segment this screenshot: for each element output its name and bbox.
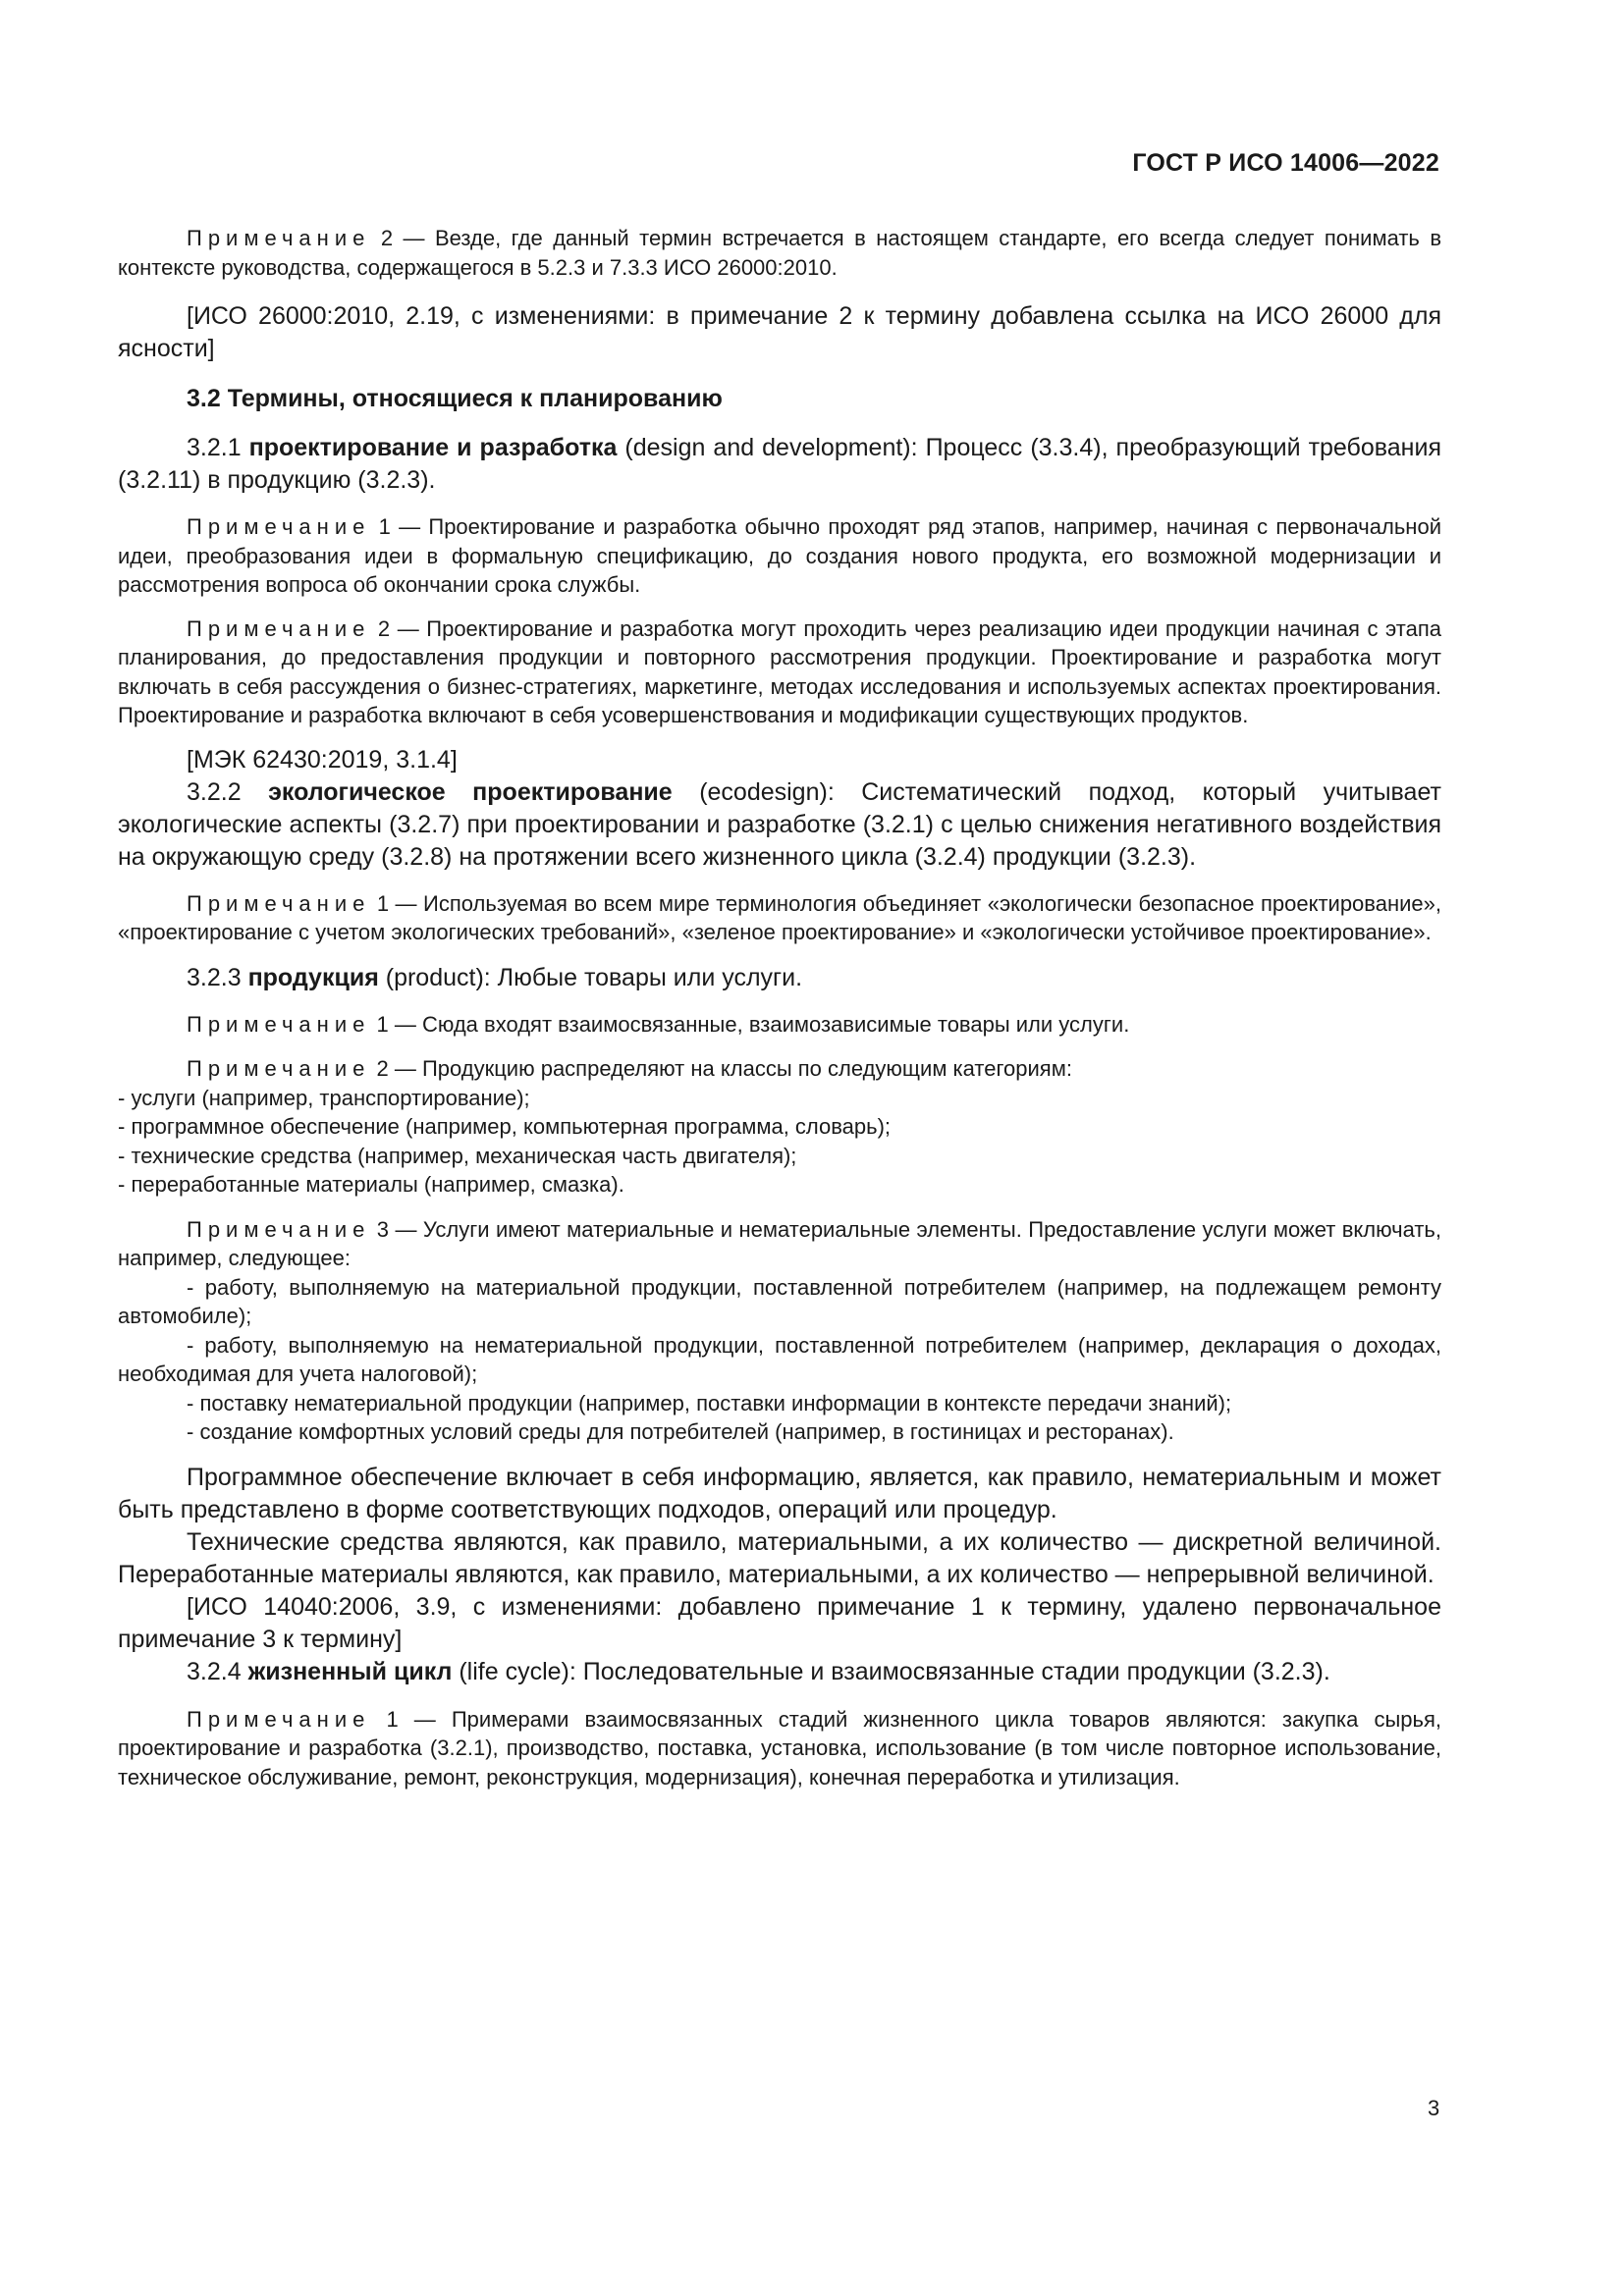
term-name: экологическое проектирование xyxy=(268,777,673,806)
list-item: - переработанные материалы (например, смазка). xyxy=(118,1172,624,1197)
source-reference: [МЭК 62430:2019, 3.1.4] xyxy=(187,745,458,774)
term-definition-text: (design and development): Процесс (3.3.4), преобразующий требования (3.2.11) в продукцию (3.2.3). xyxy=(118,434,1441,494)
note-number: 1 xyxy=(376,890,390,916)
note-label: Примечание xyxy=(187,514,371,539)
note-paragraph xyxy=(118,614,1441,730)
note-label: Примечание xyxy=(187,1216,371,1242)
note-number: 1 xyxy=(378,514,391,539)
note-label: Примечание xyxy=(187,1011,371,1037)
note-number: 1 xyxy=(386,1706,399,1732)
term-definition-3-2-4 xyxy=(118,1656,1441,1688)
note-label: Примечание xyxy=(187,226,371,250)
note-label: Примечание xyxy=(187,1056,371,1081)
note-number: 2 xyxy=(376,1056,389,1081)
note-text: — Проектирование и разработка могут проходить через реализацию идеи продукции начиная с этапа планирования, до предоставления продукции и повторного рассмотрения продукции. Проектирование и разработка могут включать в себя рассуждения о бизнес-стратегиях, маркетинге, методах исследования и используемых аспектах проектирования. Проектирование и разработка включают в себя усовершенствования и модификации существующих продуктов. xyxy=(118,615,1441,727)
term-name: продукция xyxy=(247,963,379,991)
service-examples-list xyxy=(118,1273,1441,1447)
note-number: 1 xyxy=(376,1011,389,1037)
term-number: 3.2.1 xyxy=(187,434,249,461)
source-reference: [ИСО 26000:2010, 2.19, с изменениями: в примечание 2 к термину добавлена ссылка на ИСО 26000 для ясности] xyxy=(118,302,1441,362)
note-paragraph xyxy=(118,1215,1441,1273)
list-item: - услуги (например, транспортирование); xyxy=(118,1085,530,1110)
standard-designation: ГОСТ Р ИСО 14006—2022 xyxy=(1132,149,1439,177)
note-text: — Сюда входят взаимосвязанные, взаимозависимые товары или услуги. xyxy=(388,1011,1130,1037)
note-text: — Примерами взаимосвязанных стадий жизненного цикла товаров являются: закупка сырья, проектирование и разработка (3.2.1), производство, поставка, установка, использование (в том числе повторное использование, техническое обслуживание, ремонт, реконструкция, модернизация), конечная переработка и утилизация. xyxy=(118,1706,1441,1789)
note-text: — Везде, где данный термин встречается в настоящем стандарте, его всегда следует понимать в контексте руководства, содержащегося в 5.2.3 и 7.3.3 ИСО 26000:2010. xyxy=(118,226,1442,280)
note-paragraph xyxy=(118,512,1441,600)
note-text: — Услуги имеют материальные и нематериальные элементы. Предоставление услуги может включать, например, следующее: xyxy=(118,1216,1441,1270)
term-definition-3-2-3 xyxy=(118,962,1441,994)
note-label: Примечание xyxy=(187,615,371,641)
note-paragraph xyxy=(118,1705,1441,1792)
note-number: 2 xyxy=(377,615,391,641)
body-paragraph: Программное обеспечение включает в себя информацию, является, как правило, нематериальным и может быть представлено в форме соответствующих подходов, операций или процедур. xyxy=(118,1463,1441,1523)
note-paragraph xyxy=(118,1054,1441,1084)
page-content xyxy=(118,224,1441,1791)
note-number: 2 xyxy=(380,226,394,250)
note-text: — Проектирование и разработка обычно проходят ряд этапов, например, начиная с первоначальной идеи, преобразования идеи в формальную спецификацию, до создания нового продукта, его возможной модернизации и рассмотрения вопроса об окончании срока службы. xyxy=(118,514,1441,597)
section-heading: 3.2 Термины, относящиеся к планированию xyxy=(187,385,723,412)
term-name: проектирование и разработка xyxy=(248,434,618,461)
term-definition-3-2-2 xyxy=(118,776,1441,874)
term-number: 3.2.4 xyxy=(187,1657,248,1685)
product-categories-list xyxy=(118,1084,1441,1200)
list-item: - программное обеспечение (например, компьютерная программа, словарь); xyxy=(118,1114,892,1139)
list-item: - работу, выполняемую на материальной продукции, поставленной потребителем (например, на подлежащем ремонту автомобиле); xyxy=(118,1274,1441,1328)
list-item: - технические средства (например, механическая часть двигателя); xyxy=(118,1143,797,1168)
note-paragraph xyxy=(118,1010,1441,1040)
body-paragraph: Технические средства являются, как правило, материальными, а их количество — дискретной величиной. Переработанные материалы являются, как правило, материальными, а их количество — непрерывной величиной. xyxy=(118,1527,1441,1588)
term-number: 3.2.3 xyxy=(187,963,248,991)
source-reference: [ИСО 14040:2006, 3.9, с изменениями: добавлено примечание 1 к термину, удалено первоначальное примечание 3 к термину] xyxy=(118,1592,1441,1653)
note-paragraph xyxy=(118,224,1441,282)
term-definition-text: (ecodesign): Систематический подход, который учитывает экологические аспекты (3.2.7) при проектировании и разработке (3.2.1) с целью снижения негативного воздействия на окружающую среду (3.2.8) на протяжении всего жизненного цикла (3.2.4) продукции (3.2.3). xyxy=(118,777,1441,871)
page-number: 3 xyxy=(1428,2096,1440,2120)
list-item: - поставку нематериальной продукции (например, поставки информации в контексте передачи знаний); xyxy=(187,1390,1232,1415)
note-text: — Используемая во всем мире терминология объединяет «экологически безопасное проектирование», «проектирование с учетом экологических требований», «зеленое проектирование» и «экологически устойчивое проектирование». xyxy=(118,890,1441,944)
list-item: - создание комфортных условий среды для потребителей (например, в гостиницах и ресторанах). xyxy=(187,1419,1174,1444)
term-definition-text: (product): Любые товары или услуги. xyxy=(378,963,803,991)
term-definition-3-2-1 xyxy=(118,432,1441,497)
note-text: — Продукцию распределяют на классы по следующим категориям: xyxy=(388,1056,1072,1081)
note-label: Примечание xyxy=(187,890,371,916)
term-number: 3.2.2 xyxy=(187,777,269,806)
term-name: жизненный цикл xyxy=(247,1657,453,1685)
note-number: 3 xyxy=(376,1216,390,1242)
term-definition-text: (life cycle): Последовательные и взаимосвязанные стадии продукции (3.2.3). xyxy=(452,1657,1330,1685)
note-paragraph xyxy=(118,889,1441,947)
list-item: - работу, выполняемую на нематериальной продукции, поставленной потребителем (например, декларация о доходах, необходимая для учета налоговой); xyxy=(118,1332,1441,1386)
note-label: Примечание xyxy=(187,1706,371,1732)
